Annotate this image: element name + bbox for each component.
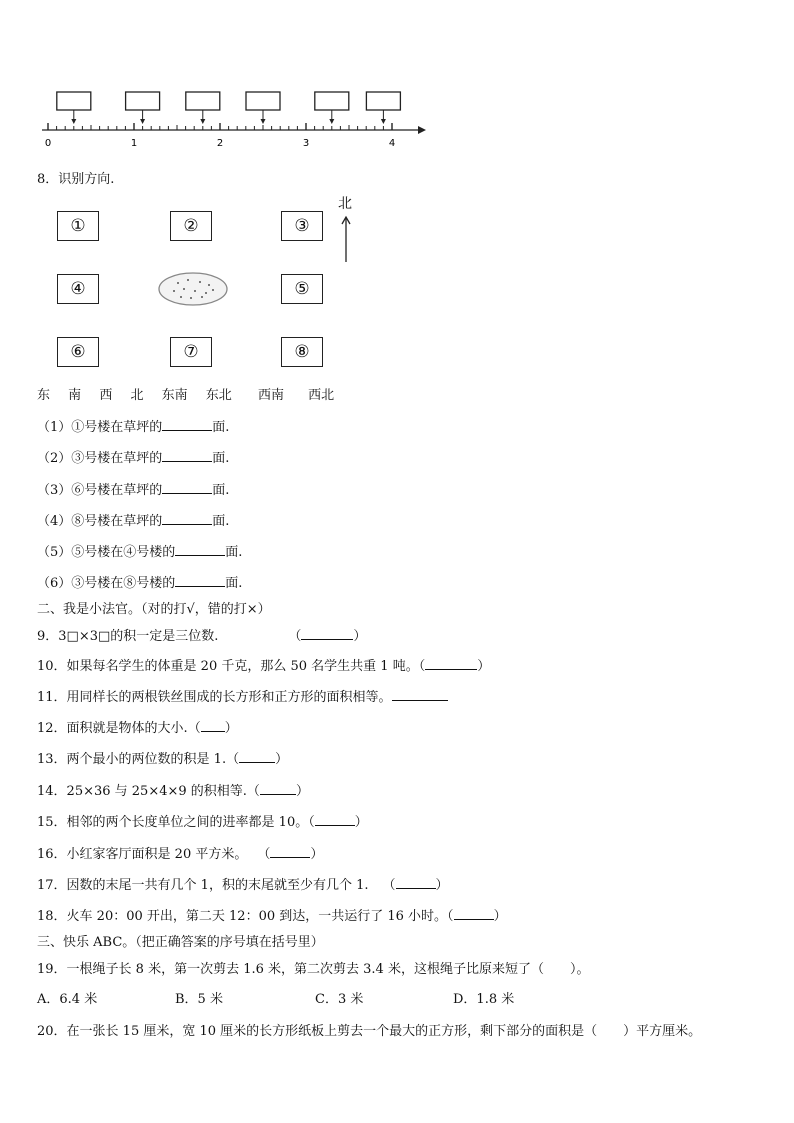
q8-sub-6: （6）③号楼在⑧号楼的 面. xyxy=(37,576,243,591)
tick-label: 4 xyxy=(388,138,396,149)
building-box-4: ④ xyxy=(57,274,99,304)
number-line-answer-box[interactable] xyxy=(126,92,160,110)
number-line-answer-box[interactable] xyxy=(57,92,91,110)
direction-word: 东北 xyxy=(205,388,232,403)
answer-blank[interactable] xyxy=(301,627,353,640)
answer-blank[interactable] xyxy=(162,512,212,525)
north-arrow-icon xyxy=(339,214,353,264)
pointer-arrowhead xyxy=(261,119,266,124)
question-15: 15．相邻的两个长度单位之间的进率都是 10。（ ） xyxy=(37,815,368,830)
section2-title: 二、我是小法官。（对的打√，错的打×） xyxy=(37,602,271,617)
pointer-arrowhead xyxy=(381,119,386,124)
tick-label: 1 xyxy=(130,138,138,149)
q8-sub-4: （4）⑧号楼在草坪的 面. xyxy=(37,514,230,529)
question-13: 13．两个最小的两位数的积是 1.（ ） xyxy=(37,752,289,767)
building-box-2: ② xyxy=(170,211,212,241)
direction-words xyxy=(37,384,348,403)
direction-word: 西南 xyxy=(257,388,284,403)
option-b[interactable]: B．5 米 xyxy=(175,992,223,1007)
q8-sub-5: （5）⑤号楼在④号楼的 面. xyxy=(37,545,243,560)
number-line-answer-box[interactable] xyxy=(315,92,349,110)
building-box-5: ⑤ xyxy=(281,274,323,304)
answer-blank[interactable] xyxy=(315,813,355,826)
number-line xyxy=(38,86,428,152)
q8-title: 8．识别方向. xyxy=(37,172,115,187)
answer-blank[interactable] xyxy=(454,907,494,920)
option-a[interactable]: A．6.4 米 xyxy=(37,992,98,1007)
question-16: 16．小红家客厅面积是 20 平方米。 （ ） xyxy=(37,847,324,862)
direction-word: 西北 xyxy=(308,388,335,403)
answer-blank[interactable] xyxy=(162,418,212,431)
answer-blank[interactable] xyxy=(175,574,225,587)
question-9: 9．3□×3□的积一定是三位数. （ ） xyxy=(37,629,367,644)
question-14: 14．25×36 与 25×4×9 的积相等.（ ） xyxy=(37,784,309,799)
answer-blank[interactable] xyxy=(392,688,448,701)
building-box-1: ① xyxy=(57,211,99,241)
answer-blank[interactable] xyxy=(425,657,477,670)
pointer-arrowhead xyxy=(200,119,205,124)
question-19: 19．一根绳子长 8 米，第一次剪去 1.6 米，第二次剪去 3.4 米，这根绳子比原来短了（ ）。 xyxy=(37,962,590,977)
direction-word: 北 xyxy=(130,388,144,403)
answer-blank[interactable] xyxy=(260,782,296,795)
pointer-arrowhead xyxy=(140,119,145,124)
number-line-answer-box[interactable] xyxy=(246,92,280,110)
pointer-arrowhead xyxy=(71,119,76,124)
tick-label: 2 xyxy=(216,138,224,149)
lawn-ellipse xyxy=(156,270,230,308)
q8-sub-2: （2）③号楼在草坪的 面. xyxy=(37,451,230,466)
q8-sub-1: （1）①号楼在草坪的 面. xyxy=(37,420,230,435)
tick-label: 3 xyxy=(302,138,310,149)
option-c[interactable]: C．3 米 xyxy=(315,992,364,1007)
answer-blank[interactable] xyxy=(270,845,310,858)
q8-sub-3: （3）⑥号楼在草坪的 面. xyxy=(37,483,230,498)
answer-blank[interactable] xyxy=(175,543,225,556)
answer-blank[interactable] xyxy=(239,750,275,763)
number-line-answer-box[interactable] xyxy=(186,92,220,110)
answer-blank[interactable] xyxy=(201,719,225,732)
answer-blank[interactable] xyxy=(162,481,212,494)
direction-word: 南 xyxy=(68,388,82,403)
building-box-8: ⑧ xyxy=(281,337,323,367)
question-10: 10．如果每名学生的体重是 20 千克，那么 50 名学生共重 1 吨。（ ） xyxy=(37,659,491,674)
direction-word: 东 xyxy=(37,388,51,403)
number-line-answer-box[interactable] xyxy=(366,92,400,110)
section3-title: 三、快乐 ABC。（把正确答案的序号填在括号里） xyxy=(37,935,324,950)
building-box-6: ⑥ xyxy=(57,337,99,367)
question-18: 18．火车 20：00 开出，第二天 12：00 到达，一共运行了 16 小时。（ ） xyxy=(37,909,507,924)
tick-label: 0 xyxy=(44,138,52,149)
direction-word: 东南 xyxy=(161,388,188,403)
building-box-3: ③ xyxy=(281,211,323,241)
north-label: 北 xyxy=(338,196,352,212)
question-20: 20．在一张长 15 厘米，宽 10 厘米的长方形纸板上剪去一个最大的正方形，剩下部分的面积是（ ）平方厘米。 xyxy=(37,1024,702,1039)
answer-blank[interactable] xyxy=(396,876,436,889)
question-11: 11．用同样长的两根铁丝围成的长方形和正方形的面积相等。 xyxy=(37,686,448,705)
question-17: 17．因数的末尾一共有几个 1，积的末尾就至少有几个 1. （ ） xyxy=(37,878,449,893)
pointer-arrowhead xyxy=(329,119,334,124)
building-box-7: ⑦ xyxy=(170,337,212,367)
answer-blank[interactable] xyxy=(162,449,212,462)
option-d[interactable]: D．1.8 米 xyxy=(453,992,515,1007)
question-12: 12．面积就是物体的大小.（ ） xyxy=(37,721,238,736)
direction-word: 西 xyxy=(99,388,113,403)
